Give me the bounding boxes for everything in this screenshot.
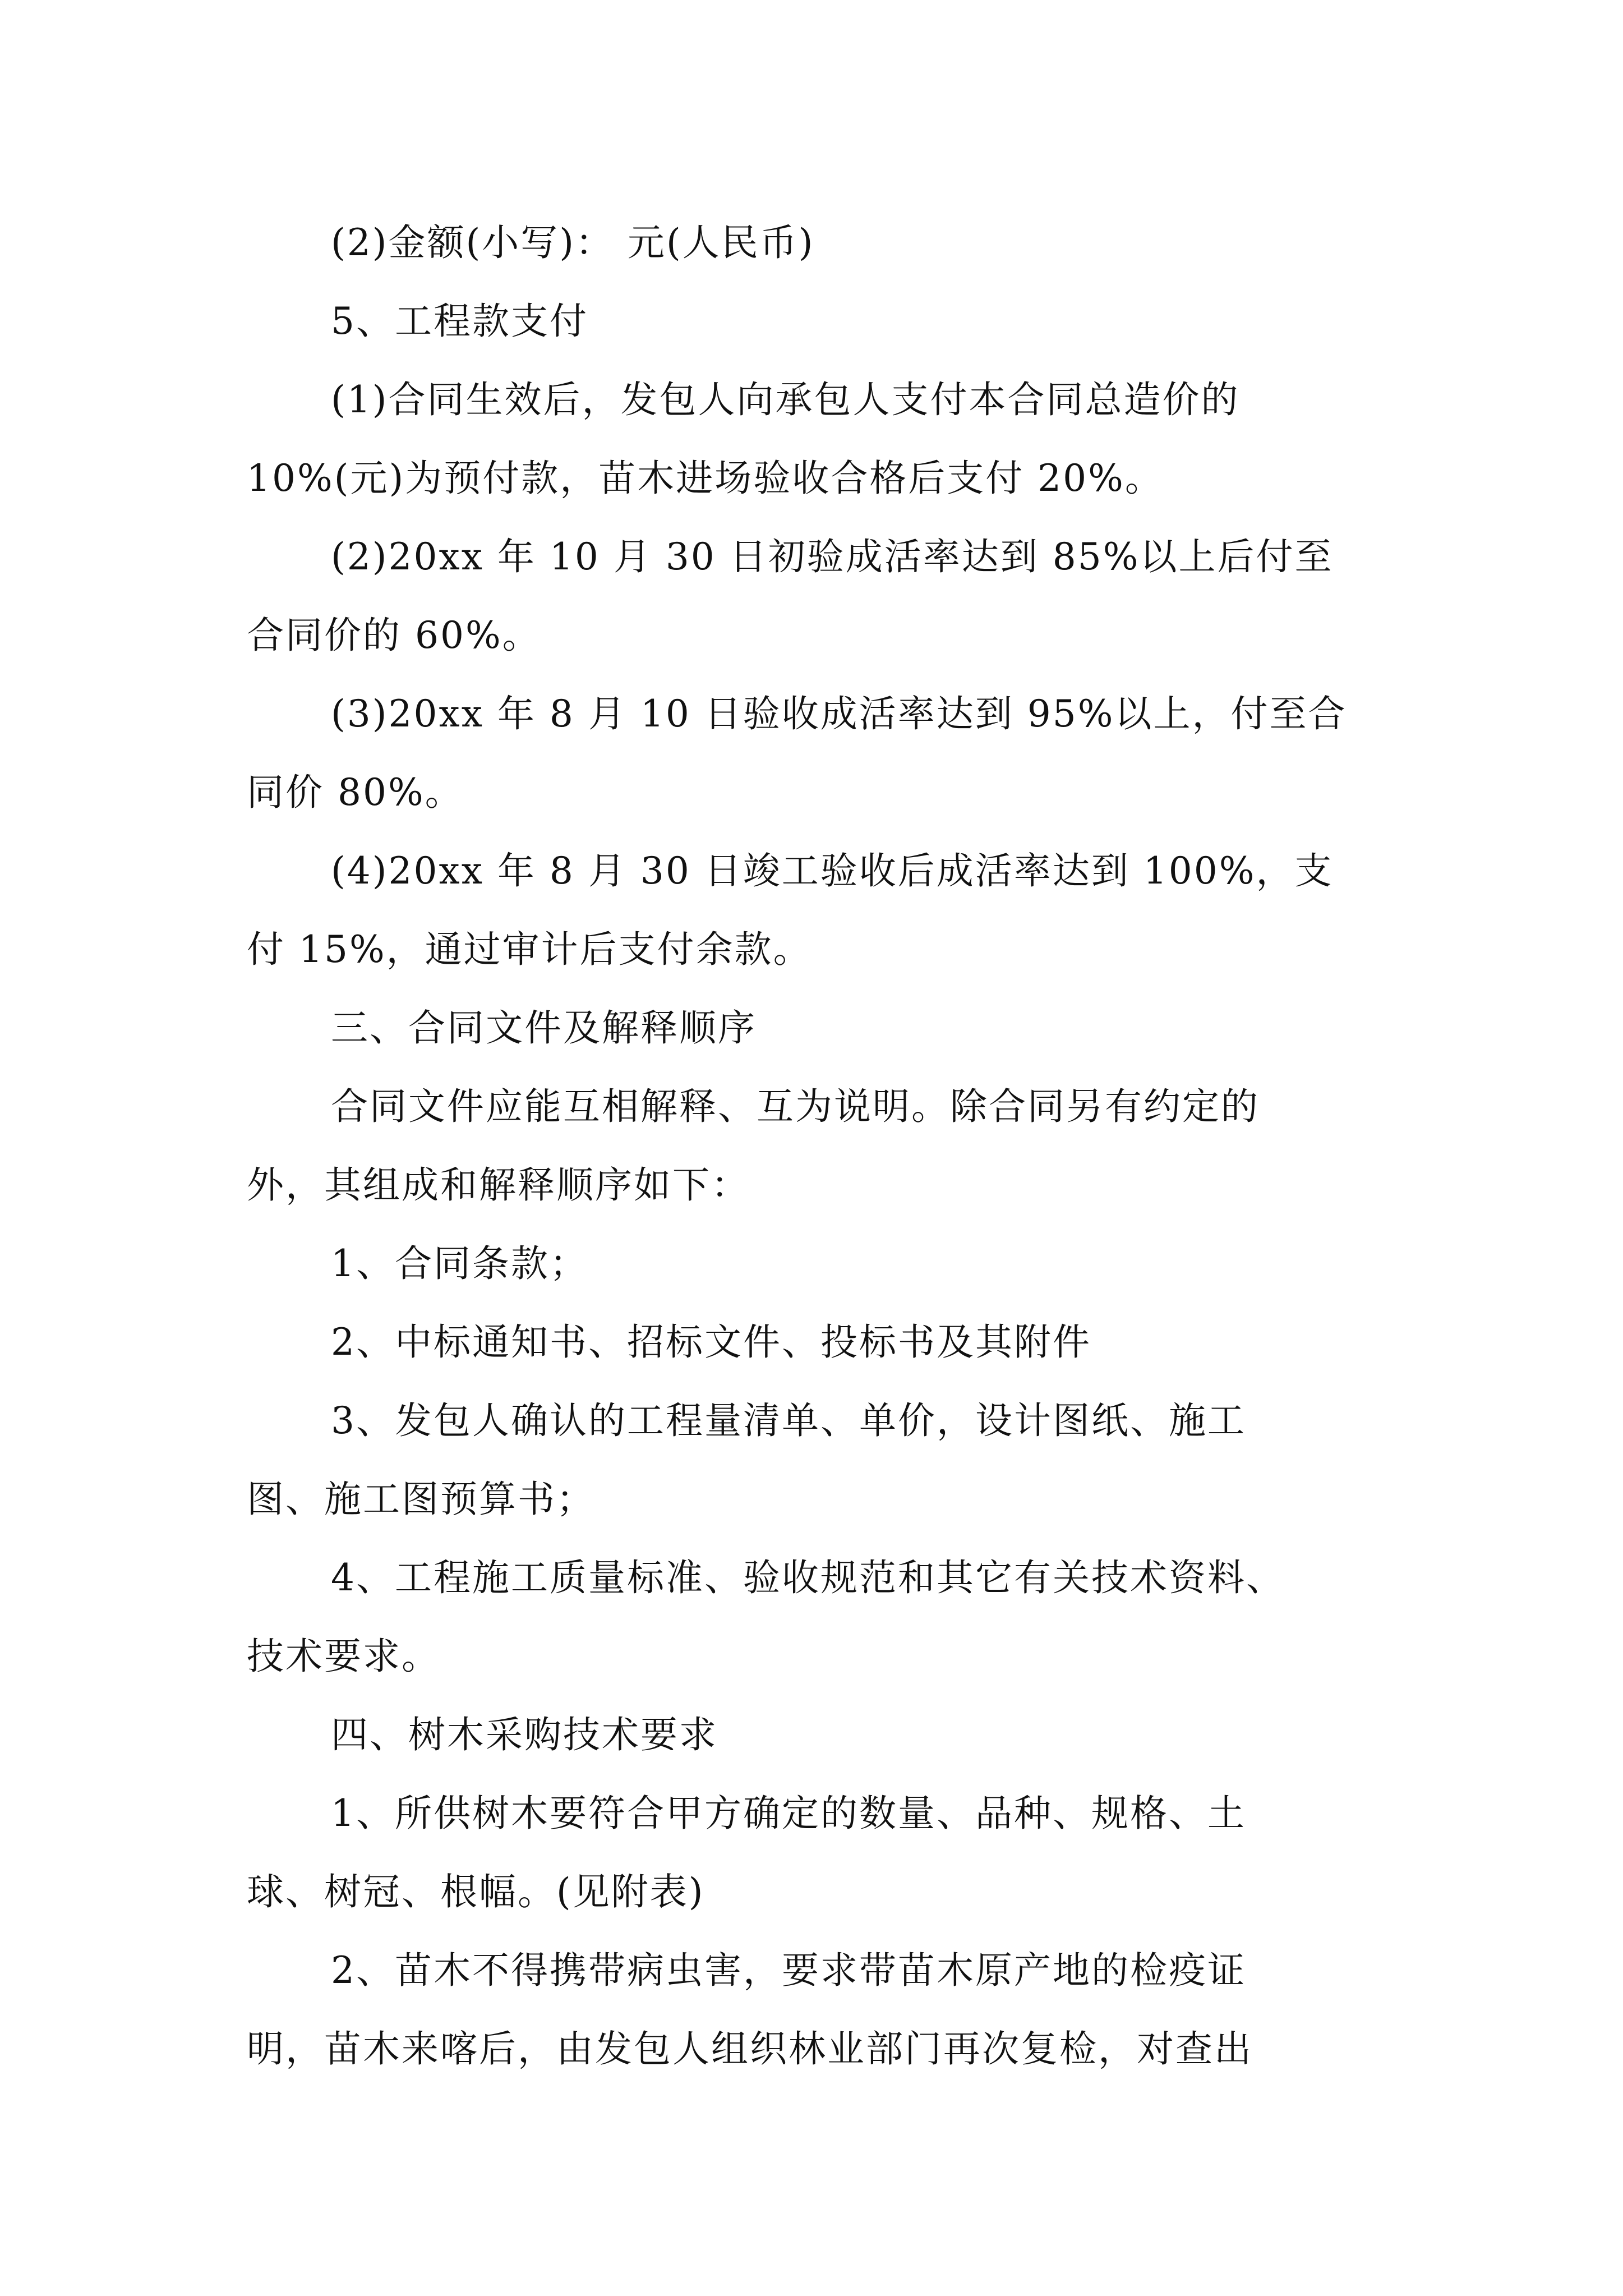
text-line-payment-1a: (1)合同生效后，发包人向承包人支付本合同总造价的 (331, 378, 1240, 421)
text-line-payment-4a: (4)20xx 年 8 月 30 日竣工验收后成活率达到 100%，支 (331, 849, 1334, 892)
list-item-tree-2a: 2、苗木不得携带病虫害，要求带苗木原产地的检疫证 (331, 1949, 1246, 1992)
text-line-payment-4b: 付 15%，通过审计后支付余款。 (247, 928, 812, 971)
list-item-tree-2b: 明，苗木来喀后，由发包人组织林业部门再次复检，对查出 (247, 2027, 1253, 2070)
list-item-docs-2: 2、中标通知书、招标文件、投标书及其附件 (331, 1320, 1091, 1364)
text-line-payment-3a: (3)20xx 年 8 月 10 日验收成活率达到 95%以上，付至合 (331, 692, 1347, 735)
heading-contract-docs: 三、合同文件及解释顺序 (331, 1006, 757, 1050)
heading-payment: 5、工程款支付 (331, 300, 588, 343)
text-line-payment-1b: 10%(元)为预付款，苗木进场验收合格后支付 20%。 (247, 457, 1164, 500)
list-item-docs-3b: 图、施工图预算书； (247, 1478, 595, 1521)
text-line-payment-2a: (2)20xx 年 10 月 30 日初验成活率达到 85%以上后付至 (331, 535, 1334, 578)
text-line-docs-intro-a: 合同文件应能互相解释、互为说明。除合同另有约定的 (331, 1085, 1260, 1128)
list-item-docs-4b: 技术要求。 (247, 1635, 440, 1678)
list-item-tree-1a: 1、所供树木要符合甲方确定的数量、品种、规格、土 (331, 1792, 1246, 1835)
text-line-docs-intro-b: 外，其组成和解释顺序如下： (247, 1163, 750, 1207)
list-item-docs-4a: 4、工程施工质量标准、验收规范和其它有关技术资料、 (331, 1556, 1285, 1599)
list-item-tree-1b: 球、树冠、根幅。(见附表) (247, 1870, 705, 1913)
heading-tree-purchase: 四、树木采购技术要求 (331, 1713, 718, 1756)
list-item-docs-1: 1、合同条款； (331, 1242, 588, 1285)
list-item-docs-3a: 3、发包人确认的工程量清单、单价，设计图纸、施工 (331, 1399, 1246, 1442)
text-line-amount: (2)金额(小写)： 元(人民币) (331, 221, 815, 264)
text-line-payment-2b: 合同价的 60%。 (247, 614, 541, 657)
text-line-payment-3b: 同价 80%。 (247, 771, 464, 814)
